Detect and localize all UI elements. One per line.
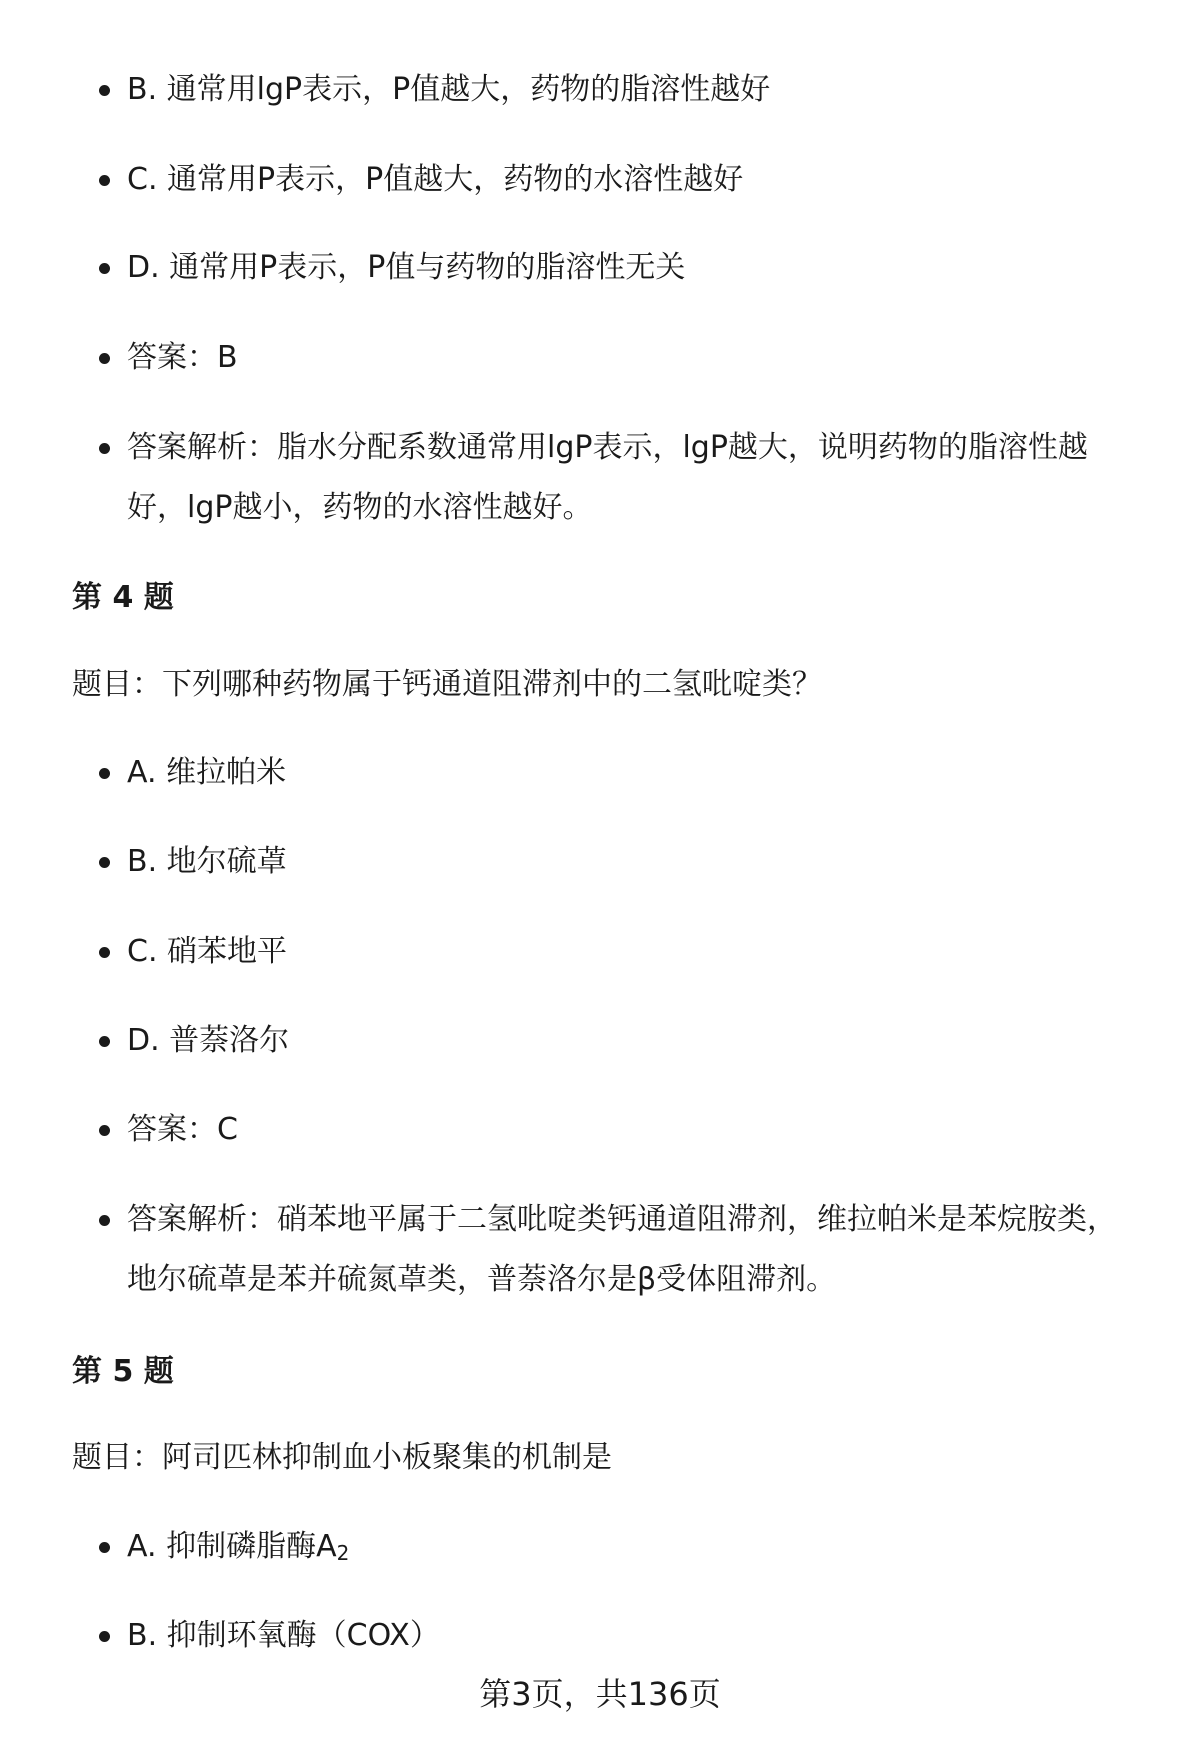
q4-option-c: C. 硝苯地平 [127,922,1137,982]
q3-answer: 答案：B [127,328,1137,388]
q4-option-a: A. 维拉帕米 [127,743,1137,803]
q3-explanation: 答案解析：脂水分配系数通常用lgP表示，lgP越大，说明药物的脂溶性越好，lgP越小，药物的水溶性越好。 [127,418,1137,538]
q4-answer: 答案：C [127,1100,1137,1160]
q5-question: 题目：阿司匹林抑制血小板聚集的机制是 [72,1440,612,1475]
q3-option-b: B. 通常用lgP表示，P值越大，药物的脂溶性越好 [127,60,1137,120]
q5-option-b: B. 抑制环氧酶（COX） [127,1606,1137,1666]
q4-option-d: D. 普萘洛尔 [127,1011,1137,1071]
q5-option-a-text: A. 抑制磷脂酶A [127,1529,337,1564]
q5-heading: 第 5 题 [72,1354,174,1389]
q5-option-a [127,1517,1137,1583]
page-number: 第3页，共136页 [479,1675,721,1713]
q3-option-d: D. 通常用P表示，P值与药物的脂溶性无关 [127,238,1137,298]
q4-explanation: 答案解析：硝苯地平属于二氢吡啶类钙通道阻滞剂，维拉帕米是苯烷胺类，地尔硫䓬是苯并硫氮䓬类，普萘洛尔是β受体阻滞剂。 [127,1190,1137,1310]
q5-option-a-subscript: 2 [336,1541,350,1565]
q4-option-b: B. 地尔硫䓬 [127,832,1137,892]
q3-option-c: C. 通常用P表示，P值越大，药物的水溶性越好 [127,150,1137,210]
q4-question: 题目：下列哪种药物属于钙通道阻滞剂中的二氢吡啶类？ [72,667,822,702]
q4-heading: 第 4 题 [72,580,174,615]
